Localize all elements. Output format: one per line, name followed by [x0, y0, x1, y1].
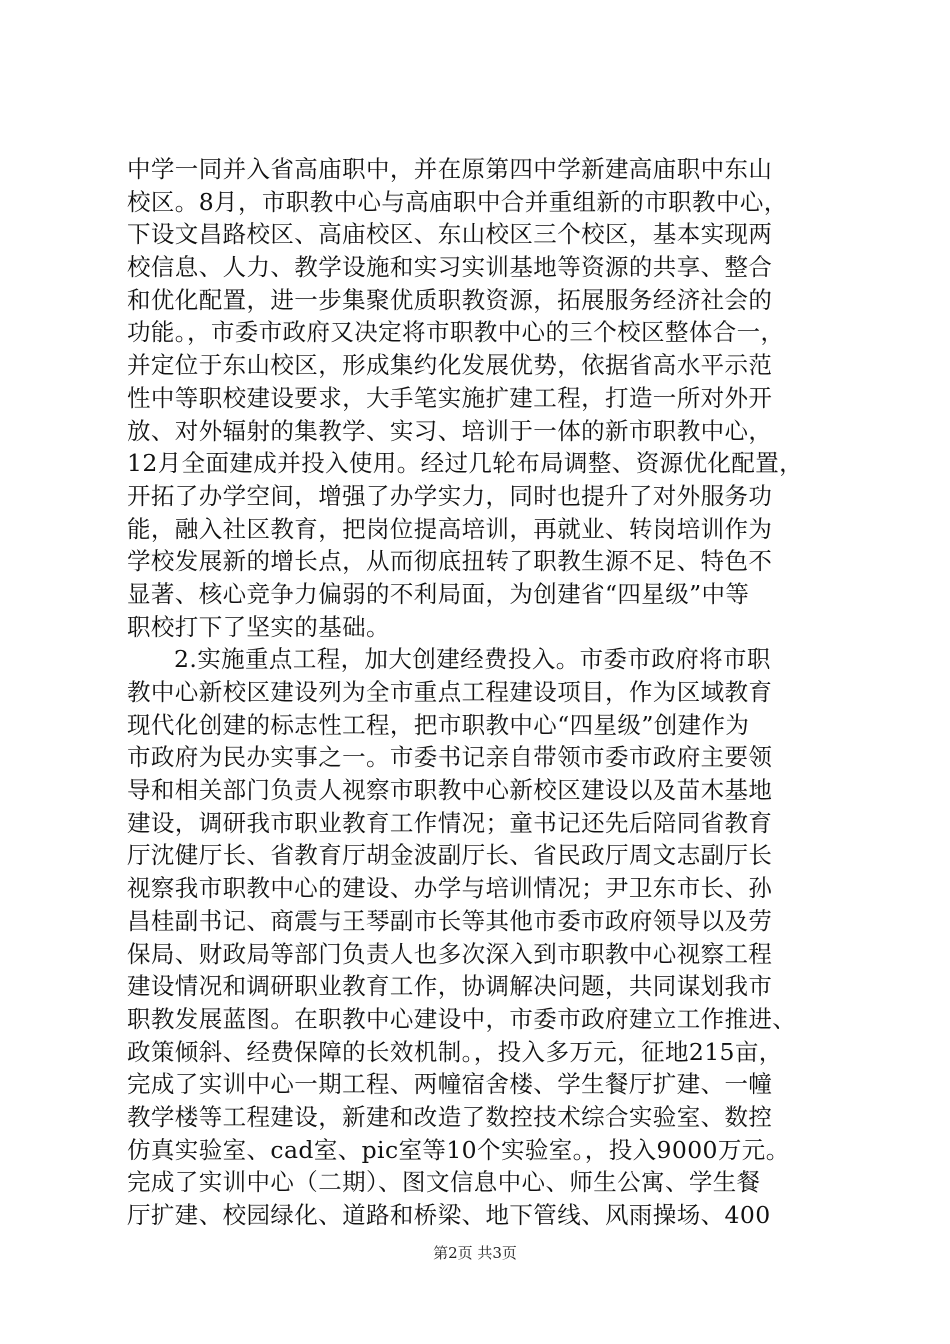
text-line: 校信息、人力、教学设施和实习实训基地等资源的共享、整合	[127, 253, 773, 282]
text-line: 显著、核心竞争力偏弱的不利局面，为创建省“四星级”中等	[127, 579, 750, 608]
text-line: 现代化创建的标志性工程，把市职教中心“四星级”创建作为	[127, 710, 750, 739]
text-line: 昌桂副书记、商震与王琴副市长等其他市委市政府领导以及劳	[127, 906, 773, 935]
document-body	[127, 153, 847, 1232]
page-number-footer: 第2页 共3页	[433, 1244, 517, 1262]
text-line: 仿真实验室、cad室、pic室等10个实验室。，投入9000万元。	[127, 1135, 790, 1164]
text-line: 下设文昌路校区、高庙校区、东山校区三个校区，基本实现两	[127, 220, 773, 249]
text-line: 导和相关部门负责人视察市职教中心新校区建设以及苗木基地	[127, 776, 773, 805]
text-line: 并定位于东山校区，形成集约化发展优势，依据省高水平示范	[127, 351, 773, 380]
text-line: 职校打下了坚实的基础。	[127, 612, 390, 641]
text-line: 市政府为民办实事之一。市委书记亲自带领市委市政府主要领	[127, 743, 773, 772]
paragraph-start-line: 2.实施重点工程，加大创建经费投入。市委市政府将市职	[174, 645, 771, 674]
text-line: 12月全面建成并投入使用。经过几轮布局调整、资源优化配置，	[127, 449, 804, 478]
text-line: 开拓了办学空间，增强了办学实力，同时也提升了对外服务功	[127, 481, 773, 510]
text-line: 校区。8月，市职教中心与高庙职中合并重组新的市职教中心，	[127, 187, 788, 216]
text-line: 能，融入社区教育，把岗位提高培训，再就业、转岗培训作为	[127, 514, 773, 543]
text-line: 学校发展新的增长点，从而彻底扭转了职教生源不足、特色不	[127, 547, 773, 576]
text-line: 建设情况和调研职业教育工作，协调解决问题，共同谋划我市	[127, 972, 773, 1001]
text-line: 性中等职校建设要求，大手笔实施扩建工程，打造一所对外开	[127, 383, 773, 412]
text-line: 建设，调研我市职业教育工作情况；童书记还先后陪同省教育	[127, 808, 773, 837]
text-line: 中学一同并入省高庙职中，并在原第四中学新建高庙职中东山	[127, 155, 773, 183]
text-line: 厅扩建、校园绿化、道路和桥梁、地下管线、风雨操场、400	[127, 1201, 771, 1229]
text-line: 完成了实训中心（二期）、图文信息中心、师生公寓、学生餐	[127, 1168, 761, 1197]
text-line: 保局、财政局等部门负责人也多次深入到市职教中心视察工程	[127, 939, 773, 968]
text-line: 教中心新校区建设列为全市重点工程建设项目，作为区域教育	[127, 678, 773, 706]
text-line: 视察我市职教中心的建设、办学与培训情况；尹卫东市长、孙	[127, 874, 773, 903]
text-line: 政策倾斜、经费保障的长效机制。，投入多万元，征地215亩，	[127, 1037, 783, 1066]
text-line: 教学楼等工程建设，新建和改造了数控技术综合实验室、数控	[127, 1102, 773, 1131]
text-line: 职教发展蓝图。在职教中心建设中，市委市政府建立工作推进、	[127, 1004, 797, 1033]
text-line: 和优化配置，进一步集聚优质职教资源，拓展服务经济社会的	[127, 285, 773, 314]
text-line: 厅沈健厅长、省教育厅胡金波副厅长、省民政厅周文志副厅长	[127, 841, 773, 870]
text-line: 功能。，市委市政府又决定将市职教中心的三个校区整体合一，	[127, 318, 785, 347]
text-line: 放、对外辐射的集教学、实习、培训于一体的新市职教中心，	[127, 416, 773, 445]
text-line: 完成了实训中心一期工程、两幢宿舍楼、学生餐厅扩建、一幢	[127, 1070, 773, 1099]
